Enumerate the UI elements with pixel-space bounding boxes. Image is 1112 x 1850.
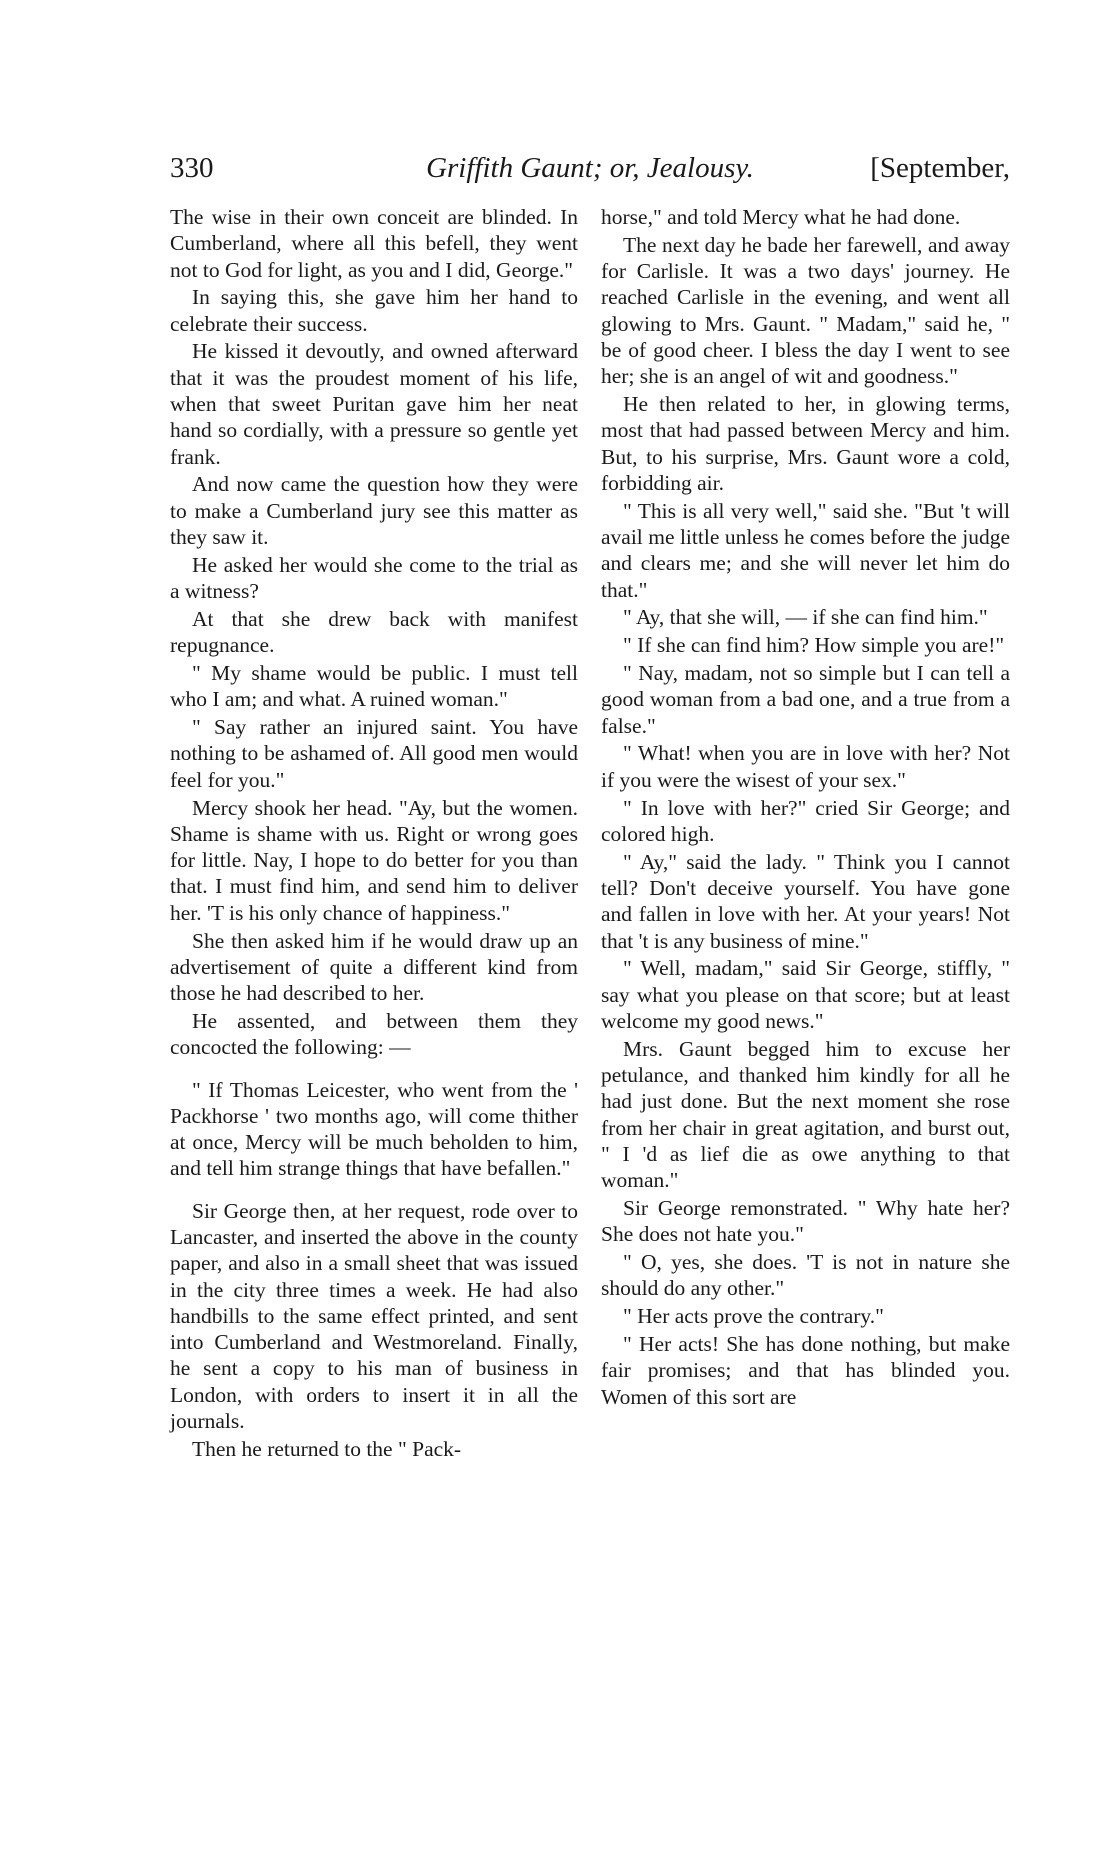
paragraph: " In love with her?" cried Sir George; and colored high. — [601, 795, 1010, 846]
right-column — [601, 204, 1010, 1411]
paragraph: Sir George then, at her request, rode over to Lancaster, and inserted the above in the county paper, and also in a small sheet that was issued in the city three times a week. He had also handbills to the same effect printed, and sent into Cumberland and Westmoreland. Finally, he sent a copy to his man of business in London, with orders to insert it in all the journals. — [170, 1198, 578, 1434]
paragraph: " Her acts! She has done nothing, but make fair promises; and that has blinded you. Women of this sort are — [601, 1331, 1010, 1409]
paragraph: He assented, and between them they concocted the following: — — [170, 1008, 578, 1060]
paragraph: He kissed it devoutly, and owned afterward that it was the proudest moment of his life, when that sweet Puritan gave him her neat hand so cordially, with a pressure so gentle yet frank. — [170, 339, 578, 469]
paragraph: " Well, madam," said Sir George, stiffly, " say what you please on that score; but at least welcome my good news." — [601, 956, 1010, 1033]
paragraph: Mercy shook her head. "Ay, but the women. Shame is shame with us. Right or wrong goes for little. Nay, I hope to do better for you than that. I must find him, and send him to deliver her. 'T is his only chance of happiness." — [170, 795, 578, 925]
paragraph: " Ay, that she will, — if she can find him." — [623, 605, 988, 630]
paragraph: " This is all very well," said she. "But 't will avail me little unless he comes before the judge and clears me; and she will never let him do that." — [601, 498, 1010, 602]
paragraph: She then asked him if he would draw up an advertisement of quite a different kind from those he had described to her. — [170, 928, 578, 1006]
paragraph: " If she can find him? How simple you are!" — [623, 633, 1005, 658]
paragraph: And now came the question how they were to make a Cumberland jury see this matter as they saw it. — [170, 472, 578, 550]
paragraph: " Nay, madam, not so simple but I can tell a good woman from a bad one, and a true from a false." — [601, 661, 1010, 738]
page-number: 330 — [170, 152, 214, 184]
paragraph: He then related to her, in glowing terms, most that had passed between Mercy and him. But, to his surprise, Mrs. Gaunt wore a cold, forbidding air. — [601, 392, 1010, 495]
paragraph: The next day he bade her farewell, and away for Carlisle. It was a two days' journey. He reached Carlisle in the evening, and went all glowing to Mrs. Gaunt. " Madam," said he, " be of good cheer. I bless the day I went to see her; she is an angel of wit and goodness." — [601, 232, 1010, 389]
advertisement-quote: " If Thomas Leicester, who went from the ' Packhorse ' two months ago, will come thither at once, Mercy will be much beholden to him, and tell him strange things that have befallen." — [170, 1077, 578, 1181]
paragraph: He asked her would she come to the trial as a witness? — [170, 552, 578, 604]
paragraph: The wise in their own conceit are blinded. In Cumberland, where all this befell, they went not to God for light, as you and I did, George." — [170, 205, 578, 282]
paragraph: horse," and told Mercy what he had done. — [601, 205, 961, 229]
paragraph: Mrs. Gaunt begged him to excuse her petulance, and thanked him kindly for all he had just done. But the next moment she rose from her chair in great agitation, and burst out, " I 'd as lief die as owe anything to that woman." — [601, 1036, 1010, 1193]
page-header — [170, 148, 1010, 188]
paragraph: " Her acts prove the contrary." — [623, 1304, 884, 1329]
left-column — [170, 204, 578, 1464]
section-date: [September, — [870, 152, 1010, 184]
paragraph: " Say rather an injured saint. You have nothing to be ashamed of. All good men would feel for you." — [170, 715, 578, 792]
paragraph: " O, yes, she does. 'T is not in nature she should do any other." — [601, 1250, 1010, 1301]
paragraph: " Ay," said the lady. " Think you I cannot tell? Don't deceive yourself. You have gone and fallen in love with her. At your years! Not that 't is any business of mine." — [601, 849, 1010, 953]
paragraph: " What! when you are in love with her? Not if you were the wisest of your sex." — [601, 741, 1010, 792]
paragraph: In saying this, she gave him her hand to celebrate their success. — [170, 285, 578, 336]
paragraph: At that she drew back with manifest repugnance. — [170, 606, 578, 658]
paragraph: Then he returned to the " Pack- — [192, 1436, 462, 1461]
paragraph: Sir George remonstrated. " Why hate her? She does not hate you." — [601, 1195, 1010, 1247]
running-title: Griffith Gaunt; or, Jealousy. — [426, 152, 754, 184]
paragraph: " My shame would be public. I must tell who I am; and what. A ruined woman." — [170, 661, 578, 712]
